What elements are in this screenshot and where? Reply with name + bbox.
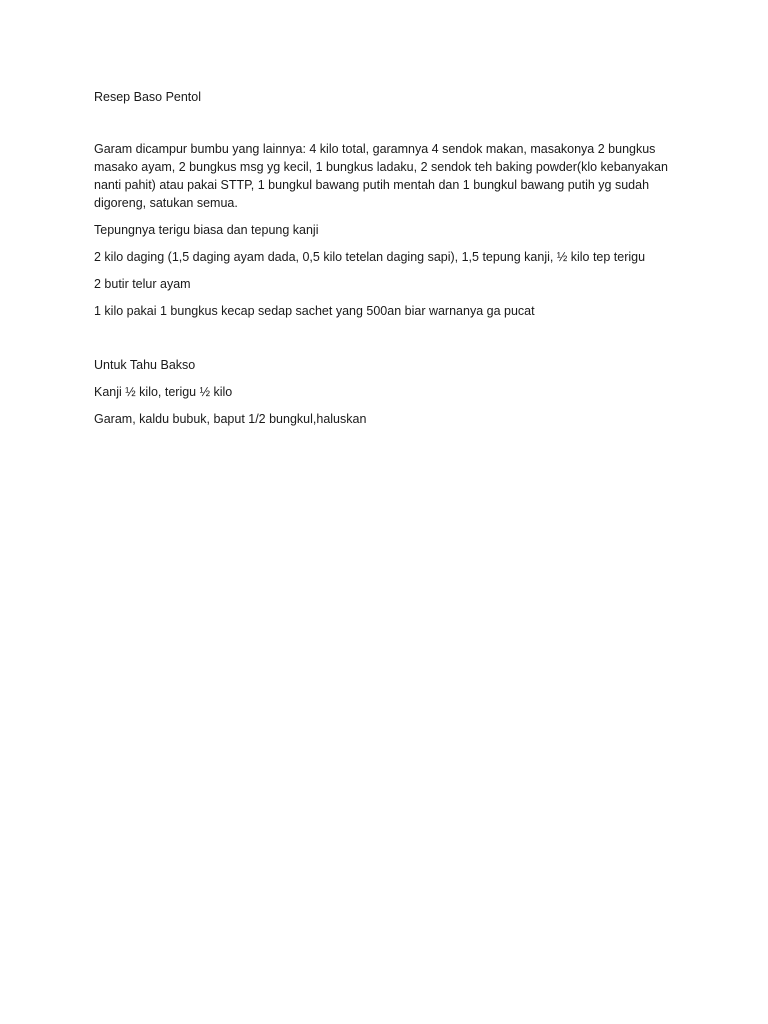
paragraph-flour-type: Tepungnya terigu biasa dan tepung kanji (94, 223, 319, 237)
document-title: Resep Baso Pentol (94, 90, 202, 104)
paragraph-soy-sauce: 1 kilo pakai 1 bungkus kecap sedap sachet yang 500an biar warnanya ga pucat (94, 304, 535, 318)
paragraph-meat: 2 kilo daging (1,5 daging ayam dada, 0,5 kilo tetelan daging sapi), 1,5 tepung kanji, ½ kilo tep terigu (94, 250, 646, 264)
spacer (94, 329, 684, 356)
paragraph-tahu-seasoning: Garam, kaldu bubuk, baput 1/2 bungkul,haluskan (94, 412, 367, 426)
spacer (94, 106, 684, 140)
section-heading-tahu-bakso: Untuk Tahu Bakso (94, 358, 196, 372)
paragraph-seasoning: Garam dicampur bumbu yang lainnya: 4 kilo total, garamnya 4 sendok makan, masakonya 2 bungkus masako ayam, 2 bungkus msg yg kecil, 1 bungkus ladaku, 2 sendok teh baking powder(klo kebanyakan nanti pahit) atau pakai STTP, 1 bungkul bawang putih mentah dan 1 bungkul bawang putih yg sudah digoreng, satukan semua. (94, 142, 668, 210)
document-body (94, 88, 684, 437)
paragraph-eggs: 2 butir telur ayam (94, 277, 191, 291)
paragraph-tahu-flour: Kanji ½ kilo, terigu ½ kilo (94, 385, 233, 399)
